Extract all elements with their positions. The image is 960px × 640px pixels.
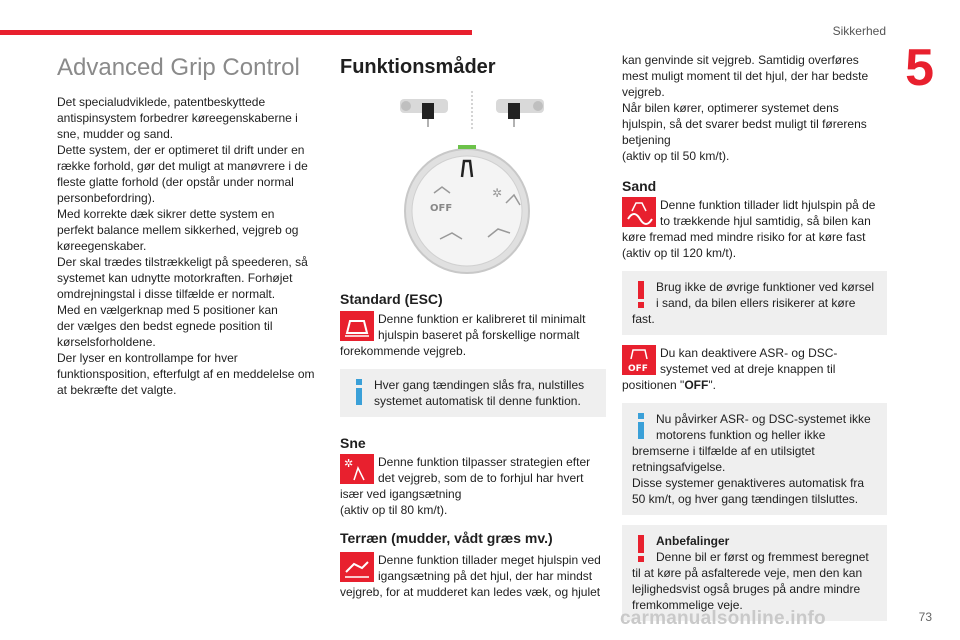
intro-line: Der skal trædes tilstrækkeligt på speederen, så [57,255,308,269]
recommend-line: lejlighedsvist også bruges på andre mindre [632,582,861,596]
chapter-number: 5 [905,39,934,97]
mud-mode-icon [340,552,374,582]
intro-line: Der lyser en kontrollampe for hver [57,351,238,365]
intro-line: sne, mudder og sand. [57,127,174,141]
off-info-box [622,403,887,515]
knob-off-label: OFF [430,203,453,214]
sand-text-line: to trækkende hjul samtidig, så bilen kan [660,214,871,228]
intro-line: perfekt balance mellem sikkerhed, vejgreb og [57,223,299,237]
info-line: bremserne i tilfælde af en utilsigtet [632,444,815,458]
off-text-line: Du kan deaktivere ASR- og DSC- [660,346,838,360]
snow-mode-icon [340,454,374,484]
intro-line: systemet kan udnytte motorkraften. Forhøjet [57,271,293,285]
modes-heading: Funktionsmåder [340,56,496,78]
terrain-cont-line: (aktiv op til 50 km/t). [622,149,730,163]
info-line: systemet automatisk til denne funktion. [374,394,581,408]
info-icon [632,411,650,439]
standard-info-box [340,369,606,417]
terrain-cont-line: vejgreb. [622,85,665,99]
sand-text-line: (aktiv op til 120 km/t). [622,246,737,260]
snow-heading: Sne [340,435,366,451]
dashboard-warning-lamps-illustration [340,87,606,137]
off-description [622,345,887,393]
watermark: carmanualsonline.info [620,608,826,629]
info-line: motorens funktion og heller ikke [656,428,826,442]
grip-control-selector-knob [340,141,606,279]
terrain-cont-line: kan genvinde sit vejgreb. Samtidig overføres [622,53,859,67]
warning-line: fast. [632,312,655,326]
terrain-cont-line: mest muligt moment til det hjul, der har bedste [622,69,869,83]
terrain-description [340,552,606,600]
warning-icon [632,279,650,309]
intro-line: kørselsforholdene. [57,335,156,349]
standard-text-line: forekommende vejgreb. [340,344,467,358]
warning-line: i sand, da bilen ellers risikerer at køre [656,296,856,310]
info-line: Nu påvirker ASR- og DSC-systemet ikke [656,412,871,426]
terrain-cont-line: Når bilen kører, optimerer systemet dens [622,101,839,115]
svg-text:✲: ✲ [344,457,354,470]
intro-line: række forhold, gør det muligt at manøvrere i de [57,159,308,173]
snow-description [340,454,606,518]
off-icon-label: OFF [628,364,648,374]
terrain-cont-line: betjening [622,133,671,147]
off-position-name: OFF [684,378,709,392]
intro-line: fleste glatte forhold (der opstår under normal [57,175,294,189]
off-text-line: systemet ved at dreje knappen til [660,362,836,376]
terrain-text-line: vejgreb, for at mudderet kan ledes væk, og hjulet [340,585,601,599]
sand-mode-icon [622,197,656,227]
info-line: Disse systemer genaktiveres automatisk fra [632,476,865,490]
recommend-line: fremkommelige veje. [632,598,743,612]
info-line: Hver gang tændingen slås fra, nulstilles [374,378,585,392]
page-title: Advanced Grip Control [57,54,300,81]
column-modes-continued [622,52,887,621]
terrain-cont-line: hjulspin, så det svarer bedst muligt til førerens [622,117,867,131]
sand-warning-box [622,271,887,335]
intro-line: køreegenskaber. [57,239,147,253]
esc-off-icon [622,345,656,375]
intro-line: der vælges den bedst egnede position til [57,319,273,333]
sand-text-line: køre fremad med mindre risiko for at køre fast [622,230,866,244]
standard-description [340,311,606,359]
warning-icon [632,533,650,563]
info-icon [350,377,368,405]
intro-line: funktionsposition, efterfulgt af en meddelelse om [57,367,315,381]
sand-description [622,197,887,261]
intro-line: Med korrekte dæk sikrer dette system en [57,207,275,221]
column-intro [57,54,323,398]
intro-line: antispinsystem forbedrer køreegenskaberne i [57,111,298,125]
page-number: 73 [918,610,932,624]
intro-line: omdrejningstal i disse tilfælde er normalt. [57,287,276,301]
standard-text-line: hjulspin baseret på forskellige normalt [378,328,580,342]
sand-text-line: Denne funktion tillader lidt hjulspin på de [660,198,876,212]
snow-text-line: det vejgreb, som de to forhjul har hvert [378,471,584,485]
standard-heading: Standard (ESC) [340,291,443,307]
recommendations-box [622,525,887,621]
intro-line: personbefordring). [57,191,156,205]
recommend-line: Denne bil er først og fremmest beregnet [656,550,869,564]
intro-line: Dette system, der er optimeret til drift under en [57,143,305,157]
intro-line: Det specialudviklede, patentbeskyttede [57,95,266,109]
intro-line: Med en vælgerknap med 5 positioner kan [57,303,278,317]
intro-line: at bekræfte det valgte. [57,383,177,397]
snow-text-line: (aktiv op til 80 km/t). [340,503,448,517]
snow-text-line: Denne funktion tilpasser strategien efter [378,455,591,469]
recommendations-title: Anbefalinger [656,534,730,548]
info-line: retningsafvigelse. [632,460,726,474]
terrain-continued-text [622,52,887,164]
column-modes [340,56,606,600]
snow-text-line: især ved igangsætning [340,487,462,501]
esc-standard-icon [340,311,374,341]
intro-text [57,94,323,398]
standard-text-line: Denne funktion er kalibreret til minimalt [378,312,586,326]
terrain-text-line: Denne funktion tillader meget hjulspin ved [378,553,601,567]
section-title: Sikkerhed [832,24,886,38]
sand-heading: Sand [622,178,657,194]
terrain-text-line: igangsætning på det hjul, der har mindst [378,569,593,583]
off-text-line: positionen "OFF". [622,378,716,392]
info-line: 50 km/t, og hver gang tændingen tilsluttes. [632,492,859,506]
svg-text:✲: ✲ [492,186,503,200]
recommend-line: til at køre på asfalterede veje, men den kan [632,566,863,580]
terrain-heading: Terræn (mudder, vådt græs mv.) [340,530,553,546]
warning-line: Brug ikke de øvrige funktioner ved kørsel [656,280,875,294]
header-accent-bar [0,30,472,35]
